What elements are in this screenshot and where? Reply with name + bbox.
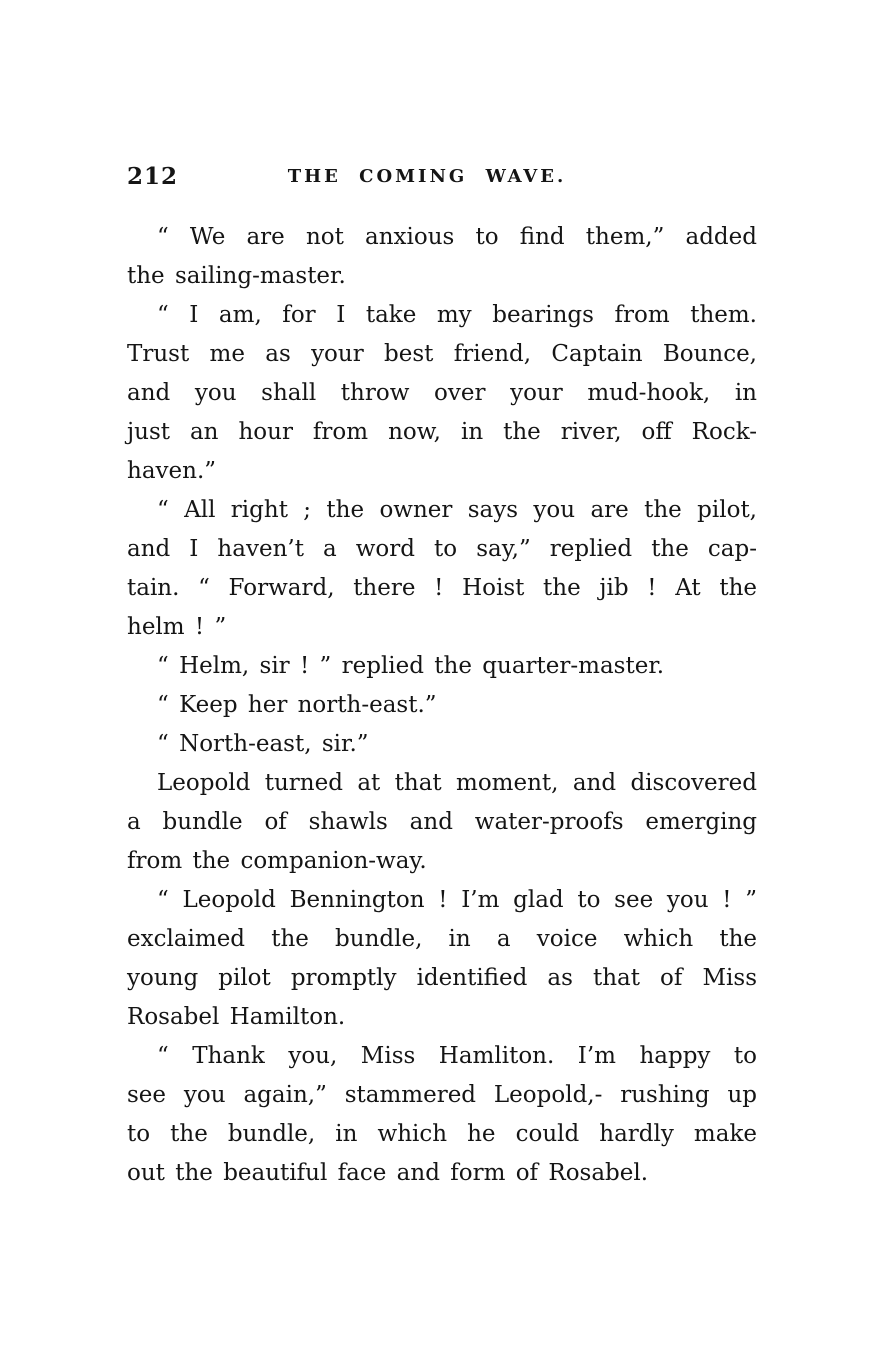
text-line: “ All right ; the owner says you are the pilot, <box>157 497 757 523</box>
text-line: “ Leopold Bennington ! I’m glad to see you ! ” <box>157 887 757 913</box>
text-line: “ Keep her north-east.” <box>157 692 437 718</box>
text-line: and I haven’t a word to say,” replied the cap- <box>127 536 757 562</box>
text-line: see you again,” stammered Leopold,- rushing up <box>127 1082 757 1108</box>
text-line: and you shall throw over your mud-hook, in <box>127 380 757 406</box>
text-line: helm ! ” <box>127 614 227 640</box>
paragraph <box>127 725 757 764</box>
paragraph <box>127 218 757 296</box>
text-line: from the companion-way. <box>127 848 427 874</box>
text-line: “ We are not anxious to find them,” added <box>157 224 757 250</box>
text-line: “ North-east, sir.” <box>157 731 369 757</box>
text-line: the sailing-master. <box>127 263 346 289</box>
page-body <box>127 218 757 1193</box>
page-column <box>127 163 757 1193</box>
paragraph <box>127 881 757 1037</box>
paragraph <box>127 296 757 491</box>
text-line: Leopold turned at that moment, and discovered <box>157 770 757 796</box>
text-line: to the bundle, in which he could hardly make <box>127 1121 757 1147</box>
text-line: “ Helm, sir ! ” replied the quarter-master. <box>157 653 665 679</box>
running-head: THE COMING WAVE. <box>287 166 567 187</box>
page-header <box>127 163 757 189</box>
text-line: “ I am, for I take my bearings from them. <box>157 302 757 328</box>
paragraph <box>127 764 757 881</box>
paragraph <box>127 686 757 725</box>
paragraph <box>127 1037 757 1193</box>
text-line: Rosabel Hamilton. <box>127 1004 346 1030</box>
text-line: just an hour from now, in the river, off Rock- <box>127 419 757 445</box>
text-line: exclaimed the bundle, in a voice which the <box>127 926 757 952</box>
paragraph <box>127 647 757 686</box>
text-line: “ Thank you, Miss Hamliton. I’m happy to <box>157 1043 757 1069</box>
text-line: Trust me as your best friend, Captain Bounce, <box>127 341 757 367</box>
text-line: out the beautiful face and form of Rosabel. <box>127 1160 649 1186</box>
paragraph <box>127 491 757 647</box>
text-line: tain. “ Forward, there ! Hoist the jib ! At the <box>127 575 757 601</box>
text-line: haven.” <box>127 458 217 484</box>
text-line: a bundle of shawls and water-proofs emerging <box>127 809 757 835</box>
page-number: 212 <box>127 163 179 190</box>
text-line: young pilot promptly identified as that of Miss <box>127 965 757 991</box>
